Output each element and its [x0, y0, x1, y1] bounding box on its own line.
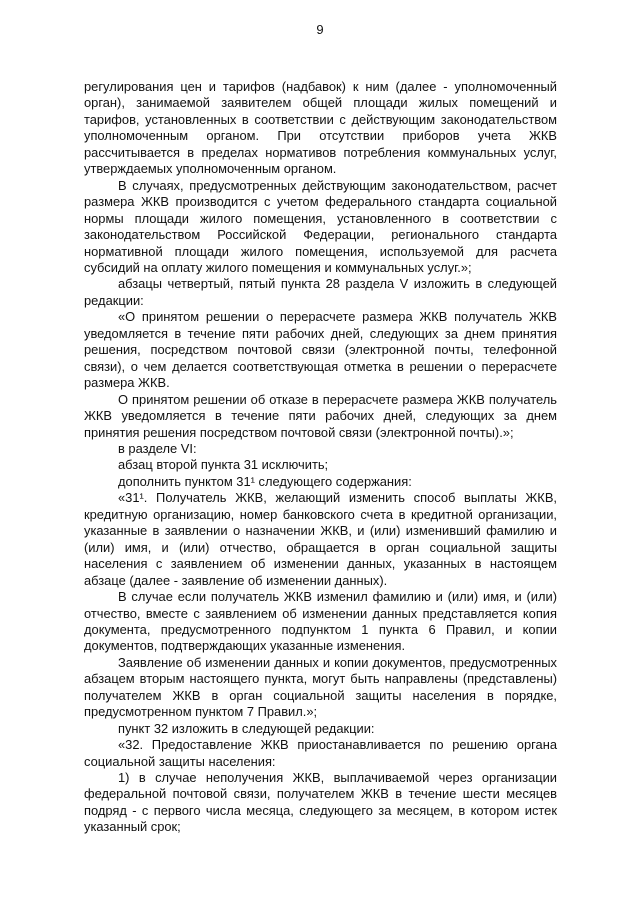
- document-body: [84, 79, 557, 836]
- paragraph: в разделе VI:: [118, 440, 197, 456]
- paragraph: Заявление об изменении данных и копии документов, предусмотренных абзацем вторым настоящего пункта, могут быть направлены (представлены) получателем ЖКВ в орган социальной защиты населения в порядке, предусмотренном пунктом 7 Правил.»;: [84, 654, 557, 720]
- paragraph: абзац второй пункта 31 исключить;: [118, 457, 329, 473]
- paragraph: пункт 32 изложить в следующей редакции:: [118, 720, 375, 736]
- paragraph: регулирования цен и тарифов (надбавок) к ним (далее - уполномоченный орган), занимаемой заявителем общей площади жилых помещений и тарифов, установленных в соответствии с действующим законодательством уполномоченным органом. При отсутствии приборов учета ЖКВ рассчитывается в пределах нормативов потребления коммунальных услуг, утверждаемых уполномоченным органом.: [84, 79, 557, 177]
- paragraph: дополнить пунктом 31¹ следующего содержания:: [118, 473, 412, 489]
- paragraph: 1) в случае неполучения ЖКВ, выплачиваемой через организации федеральной почтовой связи, получателем ЖКВ в течение шести месяцев подряд - с первого числа месяца, следующего за месяцем, в котором истек указанный срок;: [84, 770, 557, 835]
- paragraph: абзацы четвертый, пятый пункта 28 раздела V изложить в следующей редакции:: [84, 276, 557, 308]
- paragraph: В случаях, предусмотренных действующим законодательством, расчет размера ЖКВ производится с учетом федерального стандарта социальной нормы площади жилого помещения, установленного в соответствии с законодательством Российской Федерации, регионального стандарта нормативной площади жилого помещения, используемой для расчета субсидий на оплату жилого помещения и коммунальных услуг.»;: [84, 177, 557, 275]
- paragraph: О принятом решении об отказе в перерасчете размера ЖКВ получатель ЖКВ уведомляется в течение пяти рабочих дней, следующих за днем принятия решения посредством почтовой связи (электронной почты).»;: [84, 391, 557, 440]
- paragraph: В случае если получатель ЖКВ изменил фамилию и (или) имя, и (или) отчество, вместе с заявлением об изменении данных представляется копия документа, предусмотренного подпунктом 1 пункта 6 Правил, и копии документов, подтверждающих указанные изменения.: [84, 589, 557, 654]
- page-number: 9: [316, 22, 324, 37]
- paragraph: «О принятом решении о перерасчете размера ЖКВ получатель ЖКВ уведомляется в течение пяти рабочих дней, следующих за днем принятия решения, посредством почтовой связи (электронной почты, телефонной связи), о чем делается соответствующая отметка в решении о перерасчете размера ЖКВ.: [84, 309, 557, 391]
- paragraph: «31¹. Получатель ЖКВ, желающий изменить способ выплаты ЖКВ, кредитную организацию, номер банковского счета в кредитной организации, указанные в заявлении о назначении ЖКВ, и (или) изменивший фамилию и (или) имя, и (или) отчество, обращается в орган социальной защиты населения с заявлением об изменении данных, указанных в настоящем абзаце (далее - заявление об изменении данных).: [84, 490, 557, 588]
- paragraph: «32. Предоставление ЖКВ приостанавливается по решению органа социальной защиты населения:: [84, 737, 557, 769]
